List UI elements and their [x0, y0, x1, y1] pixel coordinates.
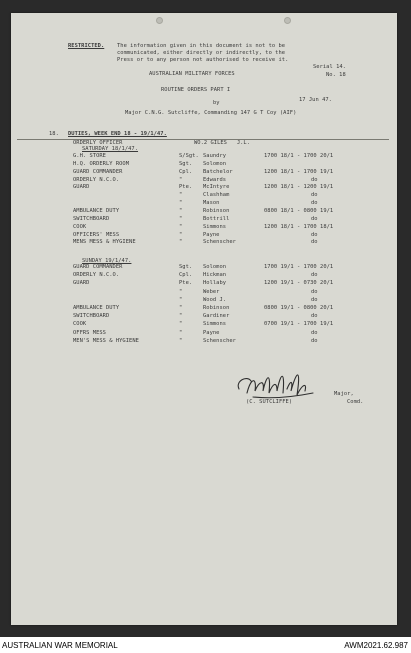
security-label: RESTRICTED. [68, 43, 105, 49]
roster-time: 1200 19/1 - 0730 20/1 [264, 280, 334, 287]
roster-time: do [311, 192, 318, 199]
roster-name: Weber [203, 288, 220, 295]
roster-duty: GUARD COMMANDER [73, 168, 123, 175]
roster-rank: " [179, 296, 183, 303]
day-heading: SATURDAY 18/1/47. [82, 146, 139, 152]
restriction-notice-line: Press or to any person not authorised to receive it. [117, 57, 289, 63]
roster-name: Solomon [203, 160, 227, 167]
roster-rank: " [179, 321, 183, 328]
roster-name: Solomon [203, 264, 227, 270]
signatory-name: (C. SUTCLIFFE) [246, 399, 293, 405]
roster-duty: OFFICERS' MESS [73, 231, 120, 238]
roster-name: Robinson [203, 207, 230, 214]
roster-name: Wood J. [203, 296, 227, 303]
unit-name: AUSTRALIAN MILITARY FORCES [149, 71, 235, 77]
roster-time: do [311, 329, 318, 336]
roster-name: Robinson [203, 305, 230, 311]
order-date: 17 Jun 47. [299, 97, 332, 103]
catalogue-number: AWM2021.62.987 [344, 641, 408, 650]
roster-rank: " [179, 176, 183, 183]
archive-name: AUSTRALIAN WAR MEMORIAL [2, 641, 118, 650]
section-heading: DUTIES, WEEK END 18 - 19/1/47. [68, 131, 167, 137]
roster-name: Clashham [203, 192, 230, 199]
roster-duty: COOK [73, 223, 87, 230]
roster-name: Mason [203, 200, 220, 207]
roster-rank: " [179, 239, 183, 246]
roster-duty: AMBULANCE DUTY [73, 207, 120, 214]
roster-time: 1200 18/1 - 1700 18/1 [264, 223, 334, 230]
roster-rank: " [179, 313, 183, 320]
roster-rank: " [179, 231, 183, 238]
restriction-notice-line: The information given in this document is not to be [117, 43, 286, 49]
roster-duty: GUARD COMMANDER [73, 264, 123, 270]
roster-rank: Cpl. [179, 272, 193, 279]
roster-time: 1200 18/1 - 1700 19/1 [264, 168, 334, 175]
roster-time: do [311, 239, 318, 246]
roster-rank: " [179, 207, 183, 214]
roster-rank: Sgt. [179, 264, 193, 270]
day-heading: SUNDAY 19/1/47. [82, 258, 132, 264]
roster-name: Batchelor [203, 168, 233, 175]
roster-name: Schenscher [203, 337, 236, 344]
roster-rank: " [179, 337, 183, 344]
punch-hole [284, 17, 291, 24]
orderly-officer-value: WO.2 GILES J.L. [194, 140, 251, 146]
roster-rank: " [179, 200, 183, 207]
roster-time: do [311, 200, 318, 207]
roster-time: 1700 18/1 - 1700 20/1 [264, 153, 334, 159]
roster-duty: OFFRS MESS [73, 329, 106, 336]
roster-time: do [311, 288, 318, 295]
roster-name: Payne [203, 329, 220, 336]
roster-rank: " [179, 329, 183, 336]
order-number: No. 18 [326, 72, 346, 78]
roster-time: 1700 19/1 - 1700 20/1 [264, 264, 334, 270]
roster-time: do [311, 176, 318, 183]
roster-name: Hickman [203, 272, 227, 279]
roster-time: do [311, 272, 318, 279]
roster-duty: MENS MESS & HYGIENE [73, 239, 136, 246]
roster-rank: " [179, 215, 183, 222]
roster-rank: " [179, 192, 183, 199]
roster-name: Edwards [203, 176, 227, 183]
roster-duty: G.H. STORE [73, 153, 106, 159]
commander-line: Major C.N.G. Sutcliffe, Commanding 147 G T Coy (AIF) [125, 110, 297, 116]
roster-duty: SWITCHBOARD [73, 313, 110, 320]
roster-name: Gardiner [203, 313, 230, 320]
roster-time: 0700 19/1 - 1700 19/1 [264, 321, 334, 328]
roster-name: Payne [203, 231, 220, 238]
roster-duty: GUARD [73, 280, 90, 287]
section-number: 18. [49, 131, 59, 137]
roster-duty: GUARD [73, 184, 90, 191]
roster-rank: Pte. [179, 184, 193, 191]
roster-duty: MEN'S MESS & HYGIENE [73, 337, 139, 344]
roster-time: do [311, 337, 318, 344]
roster-rank: " [179, 223, 183, 230]
roster-rank: S/Sgt. [179, 153, 199, 159]
orderly-officer-label: ORDERLY OFFICER [73, 140, 123, 146]
roster-duty: COOK [73, 321, 87, 328]
roster-duty: ORDERLY N.C.O. [73, 176, 120, 183]
restriction-notice-line: communicated, either directly or indirectly, to the [117, 50, 286, 56]
roster-time: do [311, 296, 318, 303]
roster-time: do [311, 231, 318, 238]
roster-time: 0800 18/1 - 0800 19/1 [264, 207, 334, 214]
roster-name: Simmons [203, 321, 227, 328]
roster-rank: " [179, 288, 183, 295]
roster-name: McIntyre [203, 184, 230, 191]
punch-hole [156, 17, 163, 24]
roster-duty: SWITCHBOARD [73, 215, 110, 222]
roster-duty: ORDERLY N.C.O. [73, 272, 120, 279]
roster-time: 1200 18/1 - 1200 19/1 [264, 184, 334, 191]
roster-name: Simmons [203, 223, 227, 230]
roster-rank: Cpl. [179, 168, 193, 175]
roster-name: Saundry [203, 153, 227, 159]
roster-name: Hollaby [203, 280, 227, 287]
roster-rank: Pte. [179, 280, 193, 287]
roster-time: 0800 19/1 - 0800 20/1 [264, 305, 334, 311]
archive-footer [0, 637, 411, 653]
serial-number: Serial 14. [313, 64, 346, 70]
roster-rank: " [179, 305, 183, 311]
roster-duty: H.Q. ORDERLY ROOM [73, 160, 130, 167]
roster-time: do [311, 313, 318, 320]
roster-name: Bottrill [203, 215, 230, 222]
roster-duty: AMBULANCE DUTY [73, 305, 120, 311]
signatory-rank: Major, [334, 391, 354, 397]
roster-rank: Sgt. [179, 160, 193, 167]
signatory-appointment: Comd. [347, 399, 364, 405]
roster-name: Schenscher [203, 239, 236, 246]
by-label: by [213, 100, 220, 106]
roster-time: do [311, 215, 318, 222]
document-title: ROUTINE ORDERS PART I [161, 87, 231, 93]
